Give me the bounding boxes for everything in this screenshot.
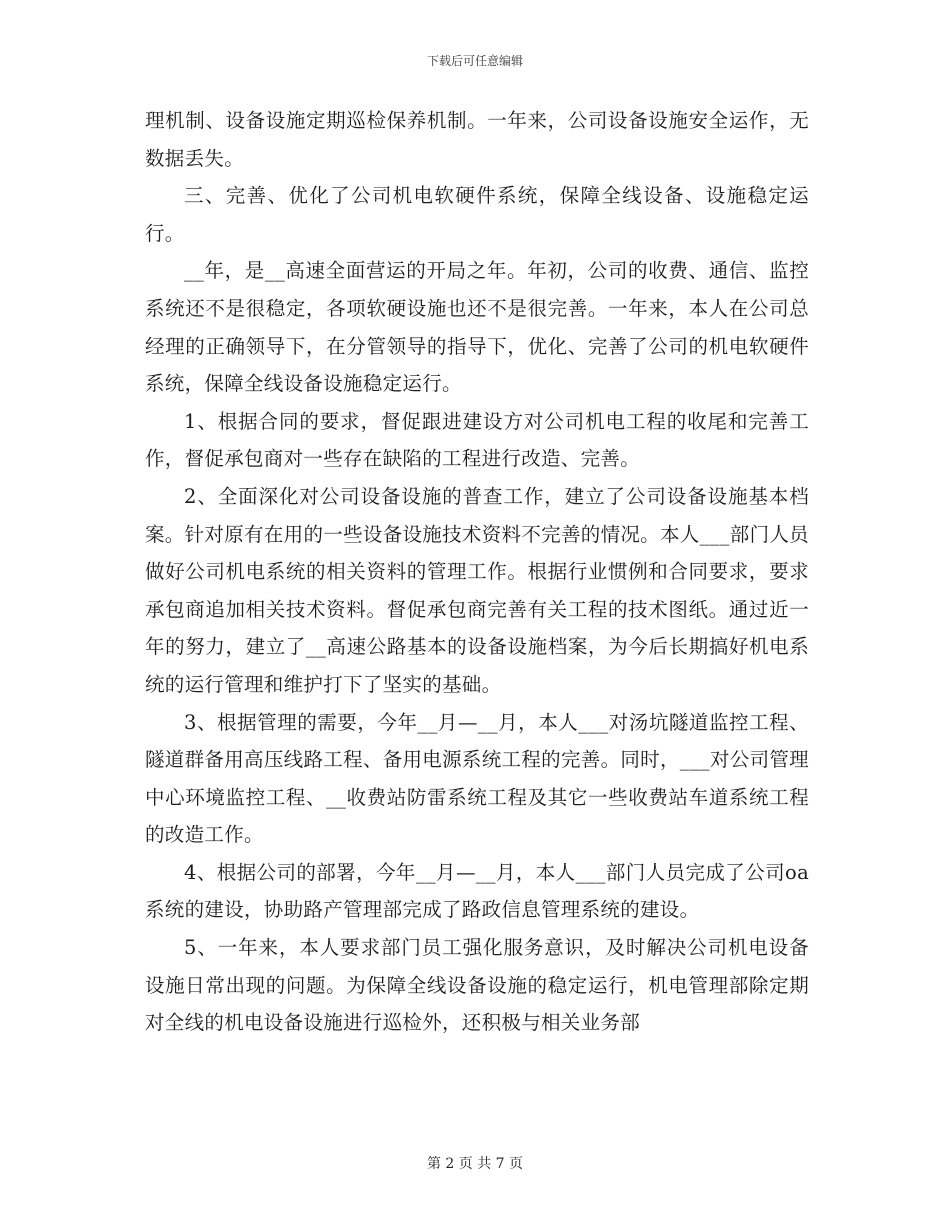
paragraph: 2、全面深化对公司设备设施的普查工作，建立了公司设备设施基本档案。针对原有在用的一些设备设施技术资料不完善的情况。本人___部门人员做好公司机电系统的相关资料的管理工作。根据行业惯例和合同要求，要求承包商追加相关技术资料。督促承包商完善有关工程的技术图纸。通过近一年的努力，建立了__高速公路基本的设备设施档案，为今后长期搞好机电系统的运行管理和维护打下了坚实的基础。 — [145, 484, 809, 696]
paragraph: 5、一年来，本人要求部门员工强化服务意识，及时解决公司机电设备设施日常出现的问题。为保障全线设备设施的稳定运行，机电管理部除定期对全线的机电设备设施进行巡检外，还积极与相关业务部 — [145, 936, 809, 1035]
paragraph: 理机制、设备设施定期巡检保养机制。一年来，公司设备设施安全运作，无数据丢失。 — [145, 109, 809, 170]
document-body — [145, 102, 809, 1042]
page-footer: 第 2 页 共 7 页 — [426, 1156, 524, 1172]
paragraph: 1、根据合同的要求，督促跟进建设方对公司机电工程的收尾和完善工作，督促承包商对一些存在缺陷的工程进行改造、完善。 — [145, 409, 809, 471]
paragraph: 3、根据管理的需要，今年__月—__月，本人___对汤坑隧道监控工程、隧道群备用高压线路工程、备用电源系统工程的完善。同时，___对公司管理中心环境监控工程、__收费站防雷系统工程及其它一些收费站车道系统工程的改造工作。 — [145, 710, 809, 847]
paragraph: 4、根据公司的部署，今年__月—__月，本人___部门人员完成了公司oa系统的建设，协助路产管理部完成了路政信息管理系统的建设。 — [145, 860, 809, 922]
paragraph: __年，是__高速全面营运的开局之年。年初，公司的收费、通信、监控系统还不是很稳定，各项软硬设施也还不是很完善。一年来，本人在公司总经理的正确领导下，在分管领导的指导下，优化、完善了公司的机电软硬件系统，保障全线设备设施稳定运行。 — [145, 259, 809, 396]
page-header: 下载后可任意编辑 — [426, 54, 523, 68]
paragraph: 三、完善、优化了公司机电软硬件系统，保障全线设备、设施稳定运行。 — [145, 184, 809, 245]
